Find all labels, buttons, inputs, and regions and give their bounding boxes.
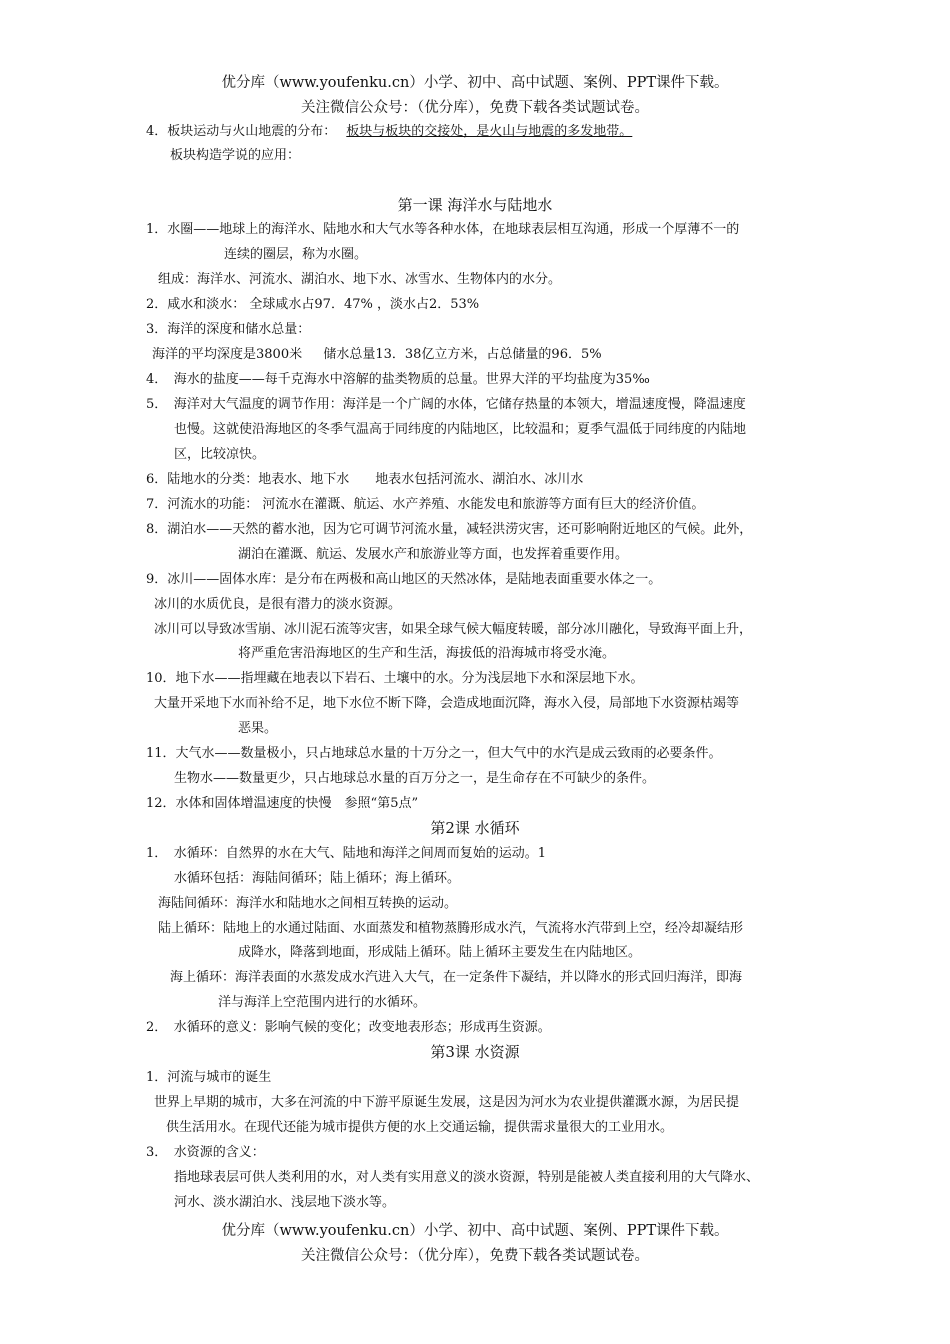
lesson-1-line: 3．海洋的深度和储水总量：: [146, 322, 311, 337]
lesson-3-line: 1．河流与城市的诞生: [146, 1070, 272, 1085]
lesson-1-line: 连续的圈层，称为水圈。: [224, 247, 368, 262]
lesson-1-line: 区，比较凉快。: [174, 447, 266, 462]
intro-application: 板块构造学说的应用：: [170, 148, 301, 163]
lesson-2-line: 海上循环：海洋表面的水蒸发成水汽进入大气，在一定条件下凝结，并以降水的形式回归海洋，即海: [170, 970, 743, 985]
lesson-1-line: 8．湖泊水——天然的蓄水池，因为它可调节河流水量，减轻洪涝灾害，还可影响附近地区的气候。此外，: [146, 522, 753, 537]
lesson-3-line: 3． 水资源的含义：: [146, 1145, 265, 1160]
intro-item-4: [146, 124, 632, 140]
lesson-1-line: 1．水圈——地球上的海洋水、陆地水和大气水等各种水体，在地球表层相互沟通，形成一个厚薄不一的: [146, 222, 740, 237]
lesson-2-title: 第2课 水循环: [430, 819, 520, 837]
lesson-1-line: 4． 海水的盐度——每千克海水中溶解的盐类物质的总量。世界大洋的平均盐度为35‰: [146, 372, 650, 387]
page-header-line-2: 关注微信公众号：（优分库），免费下载各类试题试卷。: [301, 100, 649, 116]
page-header-line-1: 优分库（www.youfenku.cn）小学、初中、高中试题、案例、PPT课件下载。: [221, 75, 729, 91]
lesson-2-line: 洋与海洋上空范围内进行的水循环。: [218, 995, 427, 1010]
lesson-1-line: 5． 海洋对大气温度的调节作用：海洋是一个广阔的水体，它储存热量的本领大，增温速度慢，降温速度: [146, 397, 746, 412]
lesson-1-line: 9．冰川——固体水库：是分布在两极和高山地区的天然冰体，是陆地表面重要水体之一。: [146, 572, 662, 587]
lesson-1-line: 将严重危害沿海地区的生产和生活，海拔低的沿海城市将受水淹。: [238, 646, 616, 661]
lesson-1-line: 生物水——数量更少，只占地球总水量的百万分之一，是生命存在不可缺少的条件。: [174, 771, 656, 786]
lesson-1-line: 2．咸水和淡水： 全球咸水占97．47% ，淡水占2．53%: [146, 297, 480, 312]
lesson-2-line: 1． 水循环：自然界的水在大气、陆地和海洋之间周而复始的运动。1: [146, 846, 547, 861]
lesson-2-line: 2． 水循环的意义：影响气候的变化；改变地表形态；形成再生资源。: [146, 1020, 551, 1035]
lesson-3-line: 河水、淡水湖泊水、浅层地下淡水等。: [174, 1195, 396, 1210]
lesson-3-title: 第3课 水资源: [430, 1043, 520, 1061]
lesson-1-line: 恶果。: [238, 721, 278, 736]
lesson-1-line: 12．水体和固体增温速度的快慢 参照“第5点”: [146, 796, 419, 811]
lesson-2-line: 陆上循环：陆地上的水通过陆面、水面蒸发和植物蒸腾形成水汽，气流将水汽带到上空，经冷却凝结形: [158, 921, 744, 936]
lesson-3-line: 世界上早期的城市，大多在河流的中下游平原诞生发展，这是因为河水为农业提供灌溉水源，为居民提: [154, 1095, 740, 1110]
lesson-2-line: 成降水，降落到地面，形成陆上循环。陆上循环主要发生在内陆地区。: [238, 945, 642, 960]
page-footer-line-2: 关注微信公众号：（优分库），免费下载各类试题试卷。: [301, 1248, 649, 1264]
lesson-2-line: 水循环包括：海陆间循环；陆上循环；海上循环。: [174, 871, 461, 886]
lesson-2-line: 海陆间循环：海洋水和陆地水之间相互转换的运动。: [158, 896, 458, 911]
page-footer-line-1: 优分库（www.youfenku.cn）小学、初中、高中试题、案例、PPT课件下载。: [221, 1223, 729, 1239]
lesson-1-line: 冰川可以导致冰雪崩、冰川泥石流等灾害，如果全球气候大幅度转暖，部分冰川融化，导致海平面上升，: [154, 622, 753, 637]
lesson-1-title: 第一课 海洋水与陆地水: [397, 196, 553, 214]
lesson-1-line: 6．陆地水的分类：地表水、地下水 地表水包括河流水、湖泊水、冰川水: [146, 472, 584, 487]
lesson-1-line: 冰川的水质优良，是很有潜力的淡水资源。: [154, 597, 402, 612]
lesson-3-line: 指地球表层可供人类利用的水，对人类有实用意义的淡水资源，特别是能被人类直接利用的大气降水、: [174, 1170, 760, 1185]
lesson-1-line: 组成：海洋水、河流水、湖泊水、地下水、冰雪水、生物体内的水分。: [158, 272, 562, 287]
lesson-1-line: 大量开采地下水而补给不足，地下水位不断下降，会造成地面沉降，海水入侵，局部地下水资源枯竭等: [154, 696, 740, 711]
lesson-1-line: 10．地下水——指埋藏在地表以下岩石、土壤中的水。分为浅层地下水和深层地下水。: [146, 671, 644, 686]
lesson-1-line: 海洋的平均深度是3800米 储水总量13．38亿立方米，占总储量的96．5%: [152, 347, 602, 362]
lesson-3-line: 供生活用水。在现代还能为城市提供方便的水上交通运输，提供需求量很大的工业用水。: [166, 1120, 674, 1135]
intro-item-4-answer: 板块与板块的交接处，是火山与地震的多发地带。: [346, 124, 633, 139]
intro-item-4-label: 4．板块运动与火山地震的分布：: [146, 124, 337, 139]
lesson-1-line: 11．大气水——数量极小，只占地球总水量的十万分之一，但大气中的水汽是成云致雨的必要条件。: [146, 746, 722, 761]
lesson-1-line: 也慢。这就使沿海地区的冬季气温高于同纬度的内陆地区，比较温和；夏季气温低于同纬度的内陆地: [174, 422, 747, 437]
lesson-1-line: 7．河流水的功能： 河流水在灌溉、航运、水产养殖、水能发电和旅游等方面有巨大的经济价值。: [146, 497, 705, 512]
lesson-1-line: 湖泊在灌溉、航运、发展水产和旅游业等方面，也发挥着重要作用。: [238, 547, 629, 562]
